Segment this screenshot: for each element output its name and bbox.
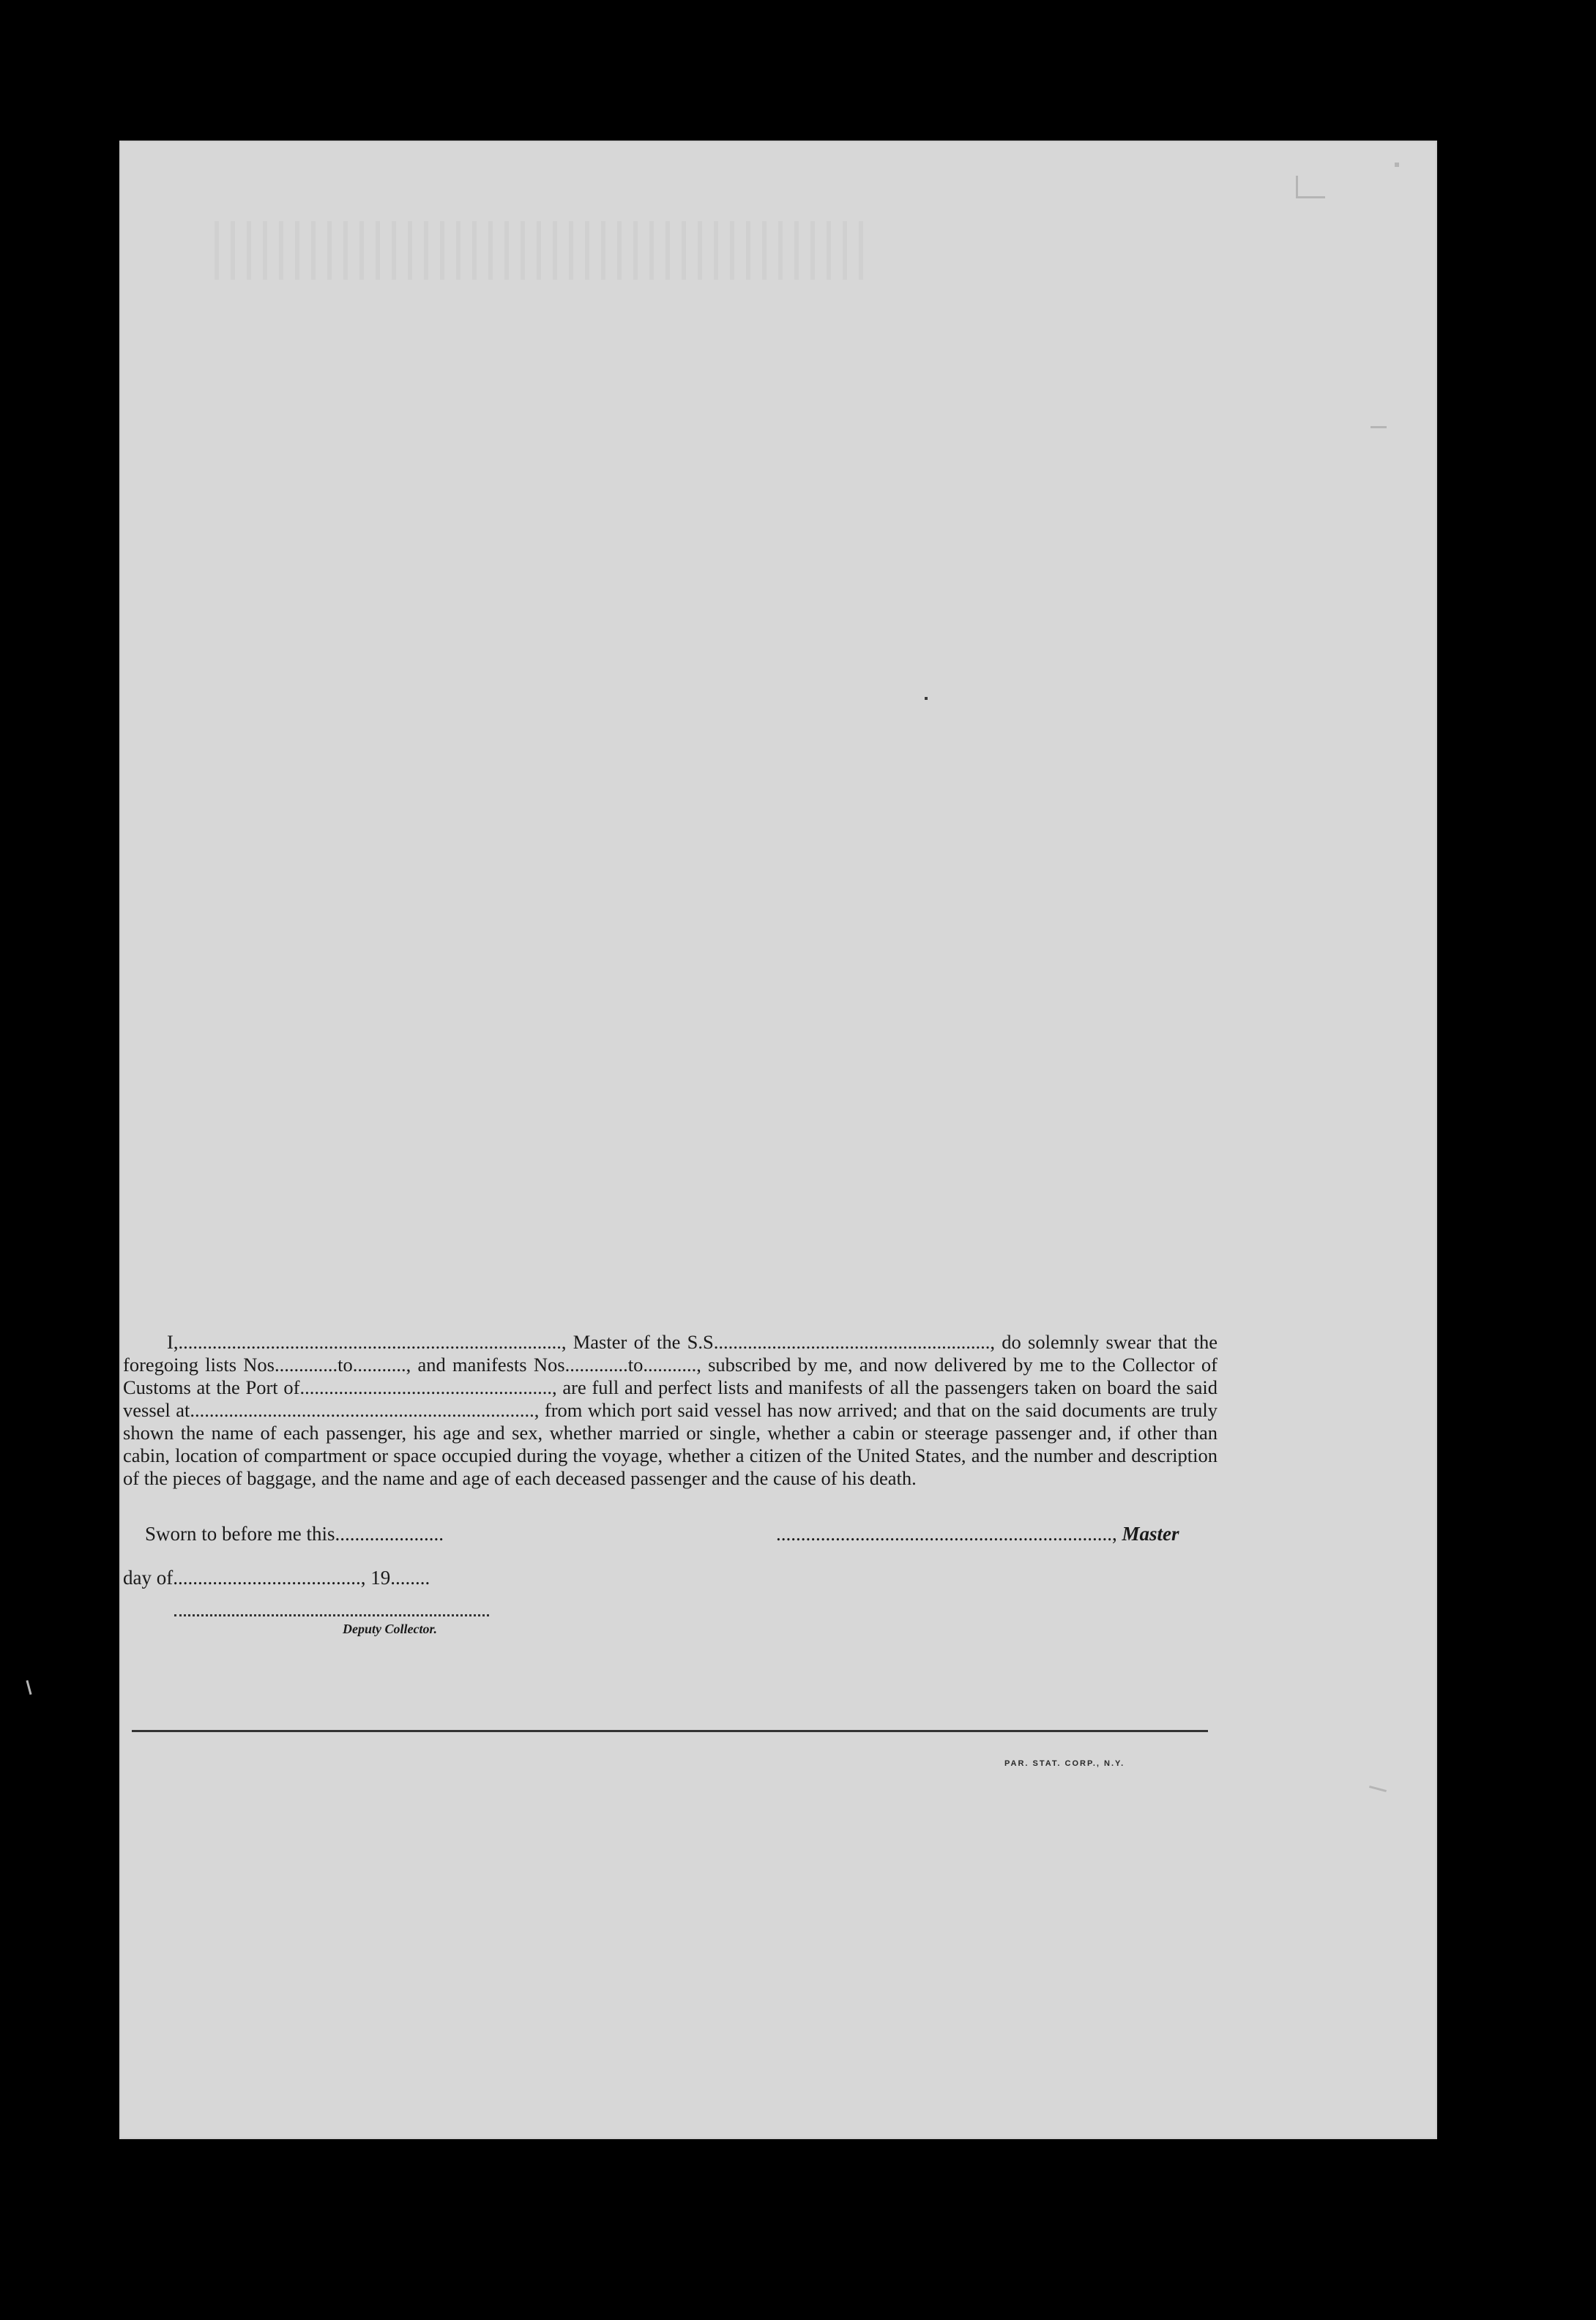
day-line: day of......................................, 19........	[123, 1567, 430, 1589]
printer-imprint: PAR. STAT. CORP., N.Y.	[1004, 1759, 1125, 1768]
master-dots: ....................................................................,	[776, 1523, 1117, 1545]
sworn-line: Sworn to before me this......................	[145, 1523, 444, 1545]
margin-mark	[26, 1680, 31, 1695]
document-page	[119, 141, 1437, 2139]
footer-rule	[132, 1730, 1208, 1732]
show-through-text	[215, 221, 873, 280]
margin-mark	[1395, 163, 1399, 167]
page-speck	[925, 697, 928, 700]
master-label: Master	[1122, 1523, 1179, 1545]
deputy-signature-line	[174, 1614, 489, 1616]
margin-mark	[1371, 426, 1387, 428]
margin-mark	[1296, 176, 1298, 196]
master-signature-line	[776, 1523, 1179, 1545]
oath-paragraph: I,..............................................................................., Master of the S.S........................................................., do solemnly swear that the foregoing lists Nos.............to..........., and manifests Nos.............to..........., subscribed by me, and now delivered by me to the Collector of Customs at the Port of...................................................., are full and perfect lists and manifests of all the passengers taken on board the said vessel at......................................................................., from which port said vessel has now arrived; and that on the said documents are truly shown the name of each passenger, his age and sex, whether married or single, whether a cabin or steerage passenger and, if other than cabin, location of compartment or space occupied during the voyage, whether a citizen of the United States, and the number and description of the pieces of baggage, and the name and age of each deceased passenger and the cause of his death.	[123, 1331, 1217, 1489]
margin-mark	[1296, 196, 1325, 198]
deputy-collector-label: Deputy Collector.	[343, 1622, 437, 1636]
